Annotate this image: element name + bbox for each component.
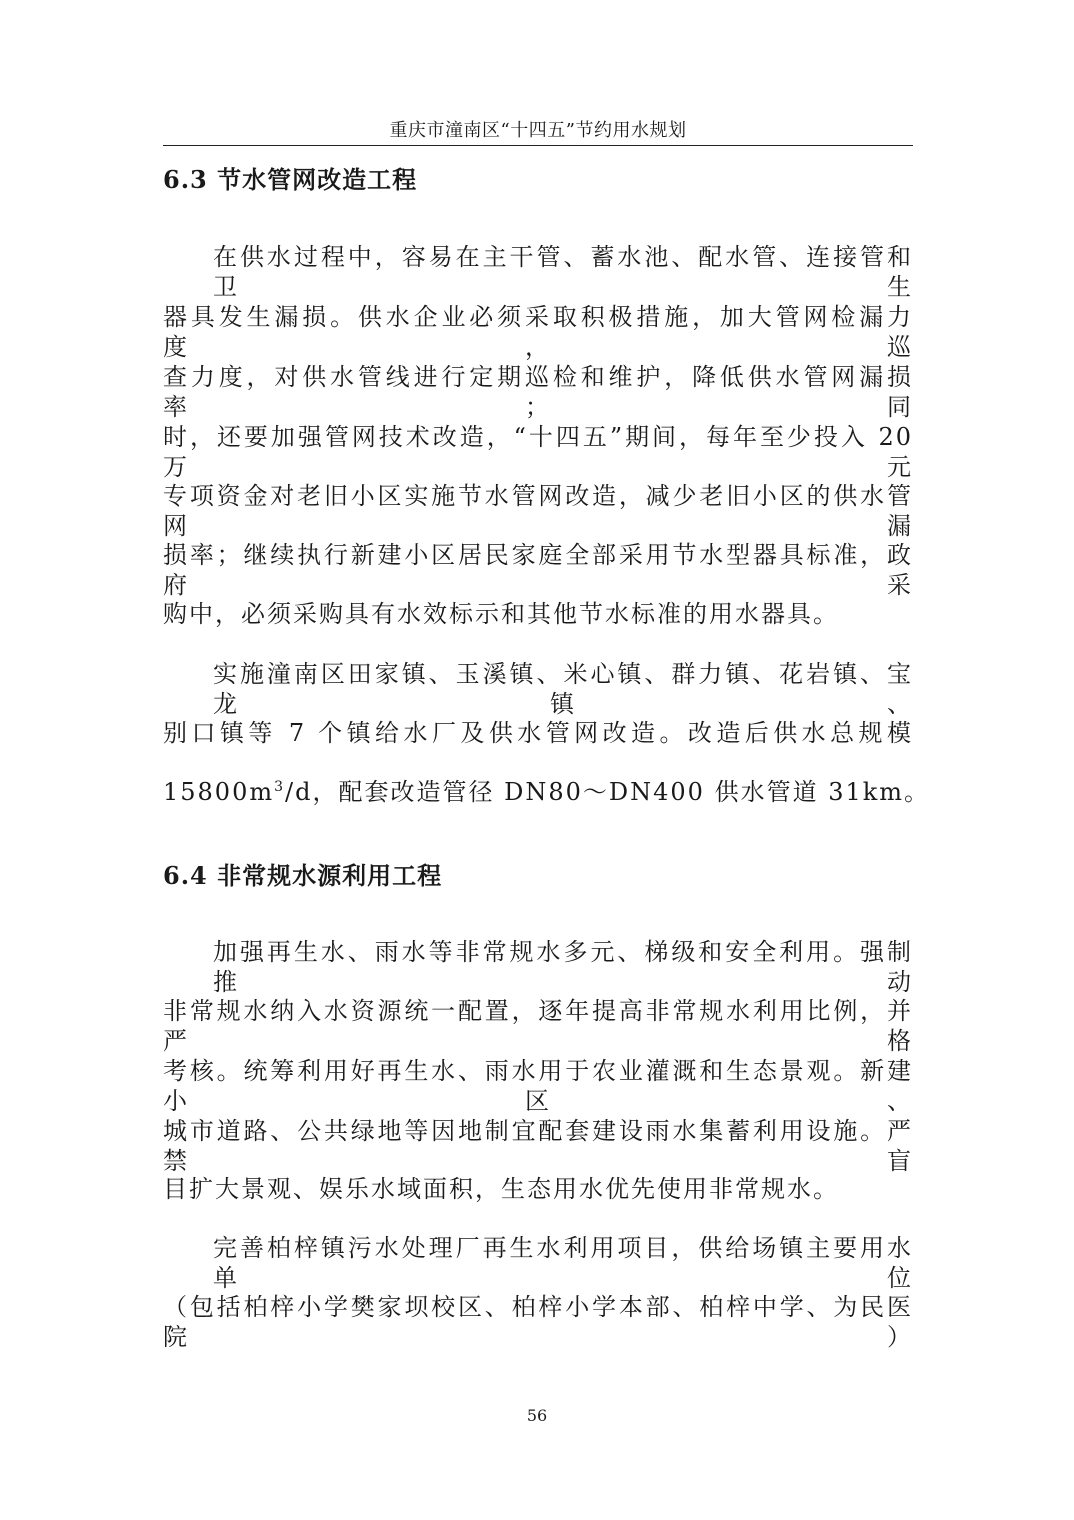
running-header-title: 重庆市潼南区“十四五”节约用水规划 <box>389 120 687 141</box>
body-line: 购中，必须采购具有水效标示和其他节水标准的用水器具。 <box>163 600 839 628</box>
body-line: 在供水过程中，容易在主干管、蓄水池、配水管、连接管和卫生 <box>213 243 913 301</box>
body-line: 目扩大景观、娱乐水域面积，生态用水优先使用非常规水。 <box>163 1175 839 1203</box>
body-line: 器具发生漏损。供水企业必须采取积极措施，加大管网检漏力度，巡 <box>163 303 913 361</box>
body-line: 查力度，对供水管线进行定期巡检和维护，降低供水管网漏损率；同 <box>163 363 913 421</box>
body-line: （包括柏梓小学樊家坝校区、柏梓小学本部、柏梓中学、为民医院） <box>163 1293 913 1351</box>
body-line: 时，还要加强管网技术改造，“十四五”期间，每年至少投入 20 万元 <box>163 423 913 481</box>
superscript-exponent: 3 <box>274 779 286 795</box>
body-line: 加强再生水、雨水等非常规水多元、梯级和安全利用。强制推动 <box>213 938 913 996</box>
body-line: 损率；继续执行新建小区居民家庭全部采用节水型器具标准，政府采 <box>163 541 913 599</box>
capacity-value: 15800m <box>163 778 275 806</box>
body-line: 考核。统筹利用好再生水、雨水用于农业灌溉和生态景观。新建小区、 <box>163 1057 913 1115</box>
body-line-with-unit <box>163 777 930 807</box>
section-heading-6-3: 6.3 节水管网改造工程 <box>163 165 418 194</box>
body-line: 别口镇等 7 个镇给水厂及供水管网改造。改造后供水总规模 <box>163 719 913 747</box>
body-line: 完善柏梓镇污水处理厂再生水利用项目，供给场镇主要用水单位 <box>213 1234 913 1292</box>
section-heading-6-4: 6.4 非常规水源利用工程 <box>163 861 443 890</box>
body-line: 专项资金对老旧小区实施节水管网改造，减少老旧小区的供水管网漏 <box>163 482 913 540</box>
page-number: 56 <box>526 1406 548 1425</box>
body-line-tail: /d，配套改造管径 DN80～DN400 供水管道 31km。 <box>285 778 931 806</box>
body-line: 城市道路、公共绿地等因地制宜配套建设雨水集蓄利用设施。严禁盲 <box>163 1117 913 1175</box>
body-line: 非常规水纳入水资源统一配置，逐年提高非常规水利用比例，并严格 <box>163 997 913 1055</box>
header-divider <box>163 145 913 146</box>
body-line: 实施潼南区田家镇、玉溪镇、米心镇、群力镇、花岩镇、宝龙镇、 <box>213 660 913 718</box>
